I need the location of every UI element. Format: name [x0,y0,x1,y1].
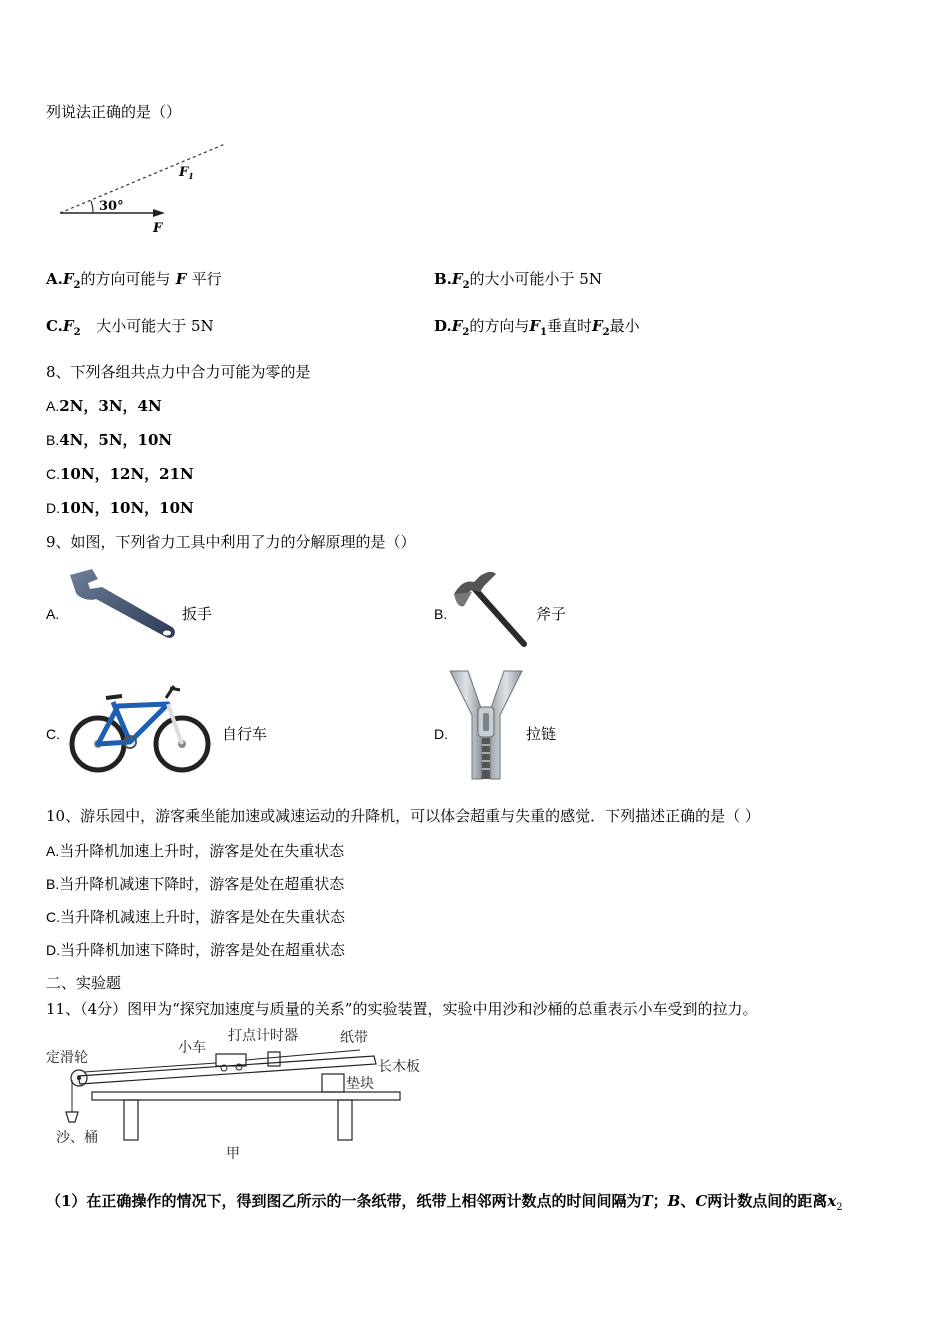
q10-option-b: B.当升降机减速下降时，游客是处在超重状态 [46,875,345,893]
q7-force-diagram [55,140,235,235]
svg-text:小车: 小车 [178,1040,206,1056]
svg-text:甲: 甲 [226,1146,240,1162]
q8-option-a: A.2N，3N，4N [46,397,162,415]
axe-icon [450,568,530,648]
svg-text:沙、桶: 沙、桶 [56,1130,98,1146]
q9-option-c-label: 自行车 [222,725,268,743]
q11-stem: 11、（4分）图甲为“探究加速度与质量的关系”的实验装置，实验中用沙和沙桶的总重表示小车受到的拉力。 [46,1000,758,1018]
q7-stem-tail: 列说法正确的是（） [46,103,182,121]
sand-bucket-icon [66,1112,78,1122]
f-label: F [153,221,163,236]
pad-block [322,1074,344,1092]
q10-option-a: A.当升降机加速上升时，游客是处在失重状态 [46,842,345,860]
q8-stem: 8、下列各组共点力中合力可能为零的是 [46,363,311,381]
bicycle-icon [68,682,213,774]
q7-option-a: $A.F_2$的方向可能与 F 平行 [46,270,222,291]
q7-option-c: $C.F_2$ 大小可能大于 5N [46,317,214,338]
svg-text:长木板: 长木板 [378,1059,420,1075]
q9-option-a-label: 扳手 [182,605,213,623]
angle-arc [91,201,93,213]
svg-text:垫块: 垫块 [346,1076,374,1092]
angle-label: 30° [99,199,124,214]
q10-option-c: C.当升降机减速上升时，游客是处在失重状态 [46,908,346,926]
q8-option-c: C.10N，12N，21N [46,465,194,483]
timer-icon [268,1052,280,1066]
q7-option-b: $B.F_2$的大小可能小于 5N [434,270,602,291]
svg-text:打点计时器: 打点计时器 [228,1028,298,1044]
table-top [92,1092,400,1100]
f-arrowhead [153,209,165,217]
section-heading: 二、实验题 [46,974,122,992]
q10-option-d: D.当升降机加速下降时，游客是处在超重状态 [46,941,346,959]
long-board [78,1056,376,1084]
f1-label: $F_1$ [179,165,194,181]
q9-stem: 9、如图，下列省力工具中利用了力的分解原理的是（） [46,533,416,551]
q8-option-b: B.4N，5N，10N [46,431,173,449]
f1-dashed-line [60,144,225,213]
q7-option-d: $D.F_2$的方向与$F_1$垂直时$F_2$最小 [434,317,640,338]
table-leg-right [338,1100,352,1140]
q11-part1: （1）在正确操作的情况下，得到图乙所示的一条纸带，纸带上相邻两计数点的时间间隔为T；B、C两计数点间的距离$x_2$ [46,1192,843,1213]
q9-option-d-label: 拉链 [526,725,557,743]
q11-apparatus-diagram [44,1026,444,1166]
q9-option-c-letter: C. [46,726,60,742]
wrench-icon [62,565,182,645]
svg-text:定滑轮: 定滑轮 [46,1050,88,1066]
q9-option-a-letter: A. [46,606,60,622]
table-leg-left [124,1100,138,1140]
q9-option-b-letter: B. [434,606,448,622]
q10-stem: 10、游乐园中，游客乘坐能加速或减速运动的升降机，可以体会超重与失重的感觉．下列描述正确的是（ ） [46,807,760,825]
zipper-icon [448,671,524,779]
svg-text:纸带: 纸带 [340,1030,368,1046]
car-icon [216,1054,246,1066]
q9-option-b-label: 斧子 [536,605,567,623]
q9-option-d-letter: D. [434,726,448,742]
q8-option-d: D.10N，10N，10N [46,499,194,517]
